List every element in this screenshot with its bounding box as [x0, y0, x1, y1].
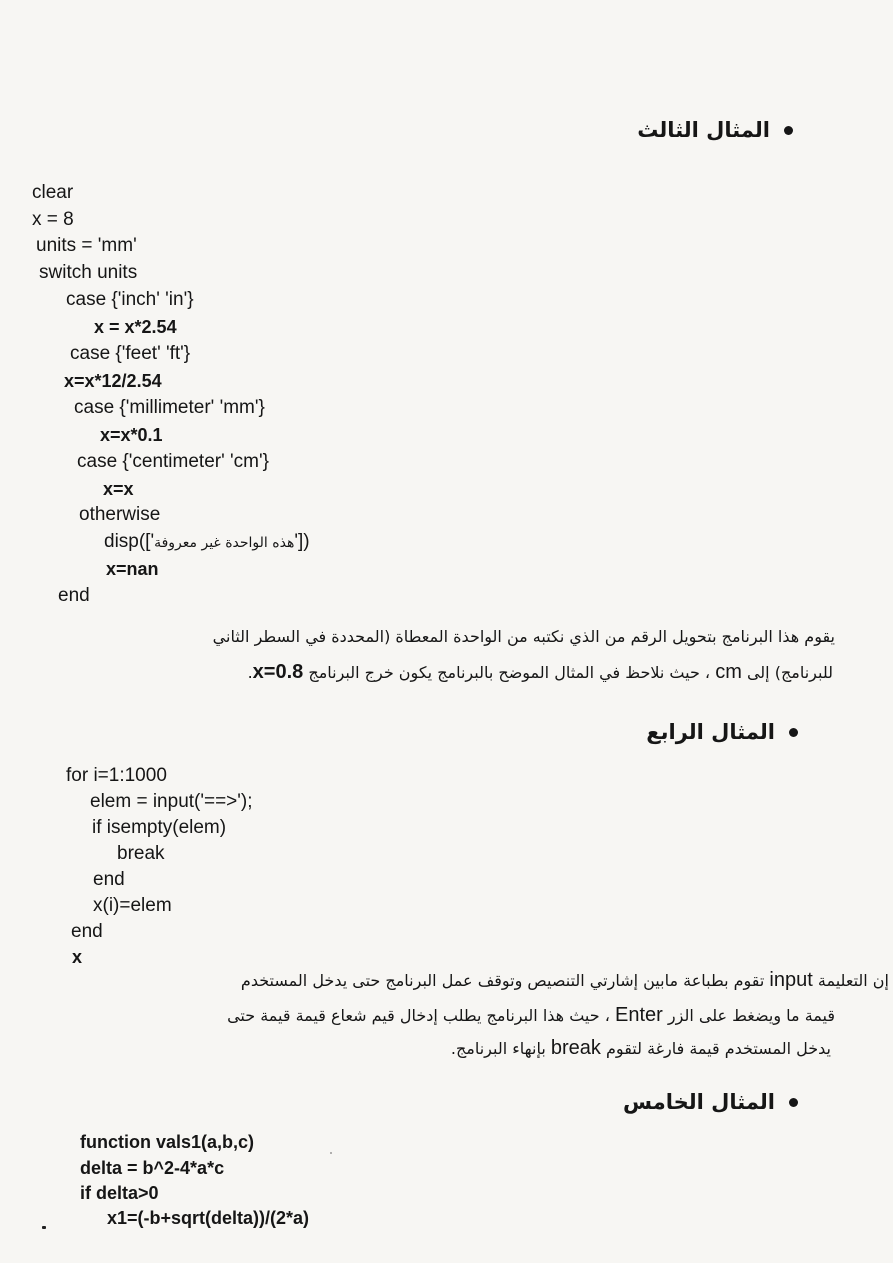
bullet-icon	[789, 1098, 798, 1107]
code-line: case {'feet' 'ft'}	[70, 343, 191, 364]
example4-paragraph-line3	[451, 1034, 831, 1063]
code-line: break	[117, 843, 165, 864]
code-line: x=x*0.1	[100, 425, 163, 445]
code-line: case {'inch' 'in'}	[66, 289, 194, 310]
para-text: إن التعليمة	[817, 971, 889, 990]
code-line: x1=(-b+sqrt(delta))/(2*a)	[107, 1208, 310, 1228]
code-line: switch units	[39, 262, 138, 283]
example4-paragraph-line1	[241, 966, 889, 995]
code-line: units = 'mm'	[36, 235, 137, 256]
para-text: تقوم بطباعة مابين إشارتي التنصيص وتوقف عمل البرنامج حتى يدخل المستخدم	[240, 971, 765, 990]
code-line: function vals1(a,b,c)	[80, 1132, 255, 1152]
para-text: يدخل المستخدم قيمة فارغة لتقوم	[606, 1039, 831, 1058]
scan-speck	[330, 1152, 332, 1154]
code-line: x(i)=elem	[93, 895, 172, 916]
code-line: x=x*12/2.54	[64, 371, 162, 391]
example3-paragraph-line2	[248, 658, 833, 687]
para-keyword-break: break	[550, 1037, 601, 1059]
code-disp-open: disp(['	[104, 531, 155, 552]
code-line: otherwise	[79, 504, 161, 525]
code-line: end	[93, 869, 125, 890]
code-line: x = x*2.54	[94, 317, 177, 337]
scan-mark	[42, 1226, 46, 1229]
example4-heading-text: المثال الرابع	[646, 720, 775, 744]
code-line: if isempty(elem)	[92, 817, 227, 838]
code-line: delta = b^2-4*a*c	[80, 1158, 225, 1178]
para-keyword-input: input	[769, 969, 813, 991]
example5-heading-text: المثال الخامس	[623, 1090, 775, 1114]
code-line: case {'millimeter' 'mm'}	[74, 397, 265, 418]
code-disp-message: هذه الواحدة غير معروفة	[154, 535, 295, 551]
code-disp-close: '])	[294, 531, 310, 552]
para-unit-cm: cm	[715, 661, 742, 683]
code-line: if delta>0	[80, 1183, 159, 1203]
code-line: x	[72, 947, 83, 967]
para-text: للبرنامج) إلى	[746, 663, 833, 682]
code-line-disp	[104, 530, 310, 555]
para-period: .	[247, 663, 253, 682]
example3-paragraph-line1: يقوم هذا البرنامج بتحويل الرقم من الذي نكتبه من الواحدة المعطاة (المحددة في السطر الثاني	[212, 627, 835, 646]
para-text: ، حيث هذا البرنامج يطلب إدخال قيم شعاع قيمة قيمة حتى	[227, 1006, 610, 1025]
example3-heading-text: المثال الثالث	[637, 118, 770, 142]
code-line: for i=1:1000	[66, 765, 167, 786]
code-line: elem = input('==>');	[90, 791, 253, 812]
bullet-icon	[784, 126, 793, 135]
para-text: قيمة ما ويضغط على الزر	[667, 1006, 835, 1025]
code-line: x=nan	[106, 559, 159, 579]
code-line: x=x	[103, 479, 134, 499]
para-text: بإنهاء البرنامج.	[450, 1039, 546, 1058]
code-line: end	[71, 921, 103, 942]
para-result: x=0.8	[252, 661, 304, 683]
example4-paragraph-line2	[227, 1001, 835, 1030]
para-key-enter: Enter	[614, 1004, 663, 1026]
code-line: clear	[32, 182, 74, 203]
example4-heading	[646, 720, 798, 744]
code-line: x = 8	[32, 209, 74, 230]
code-line: case {'centimeter' 'cm'}	[77, 451, 269, 472]
example5-heading	[623, 1090, 798, 1114]
bullet-icon	[789, 728, 798, 737]
example3-heading	[637, 118, 793, 142]
code-line: end	[58, 585, 90, 606]
para-text: ، حيث نلاحظ في المثال الموضح بالبرنامج يكون خرج البرنامج	[308, 663, 711, 682]
